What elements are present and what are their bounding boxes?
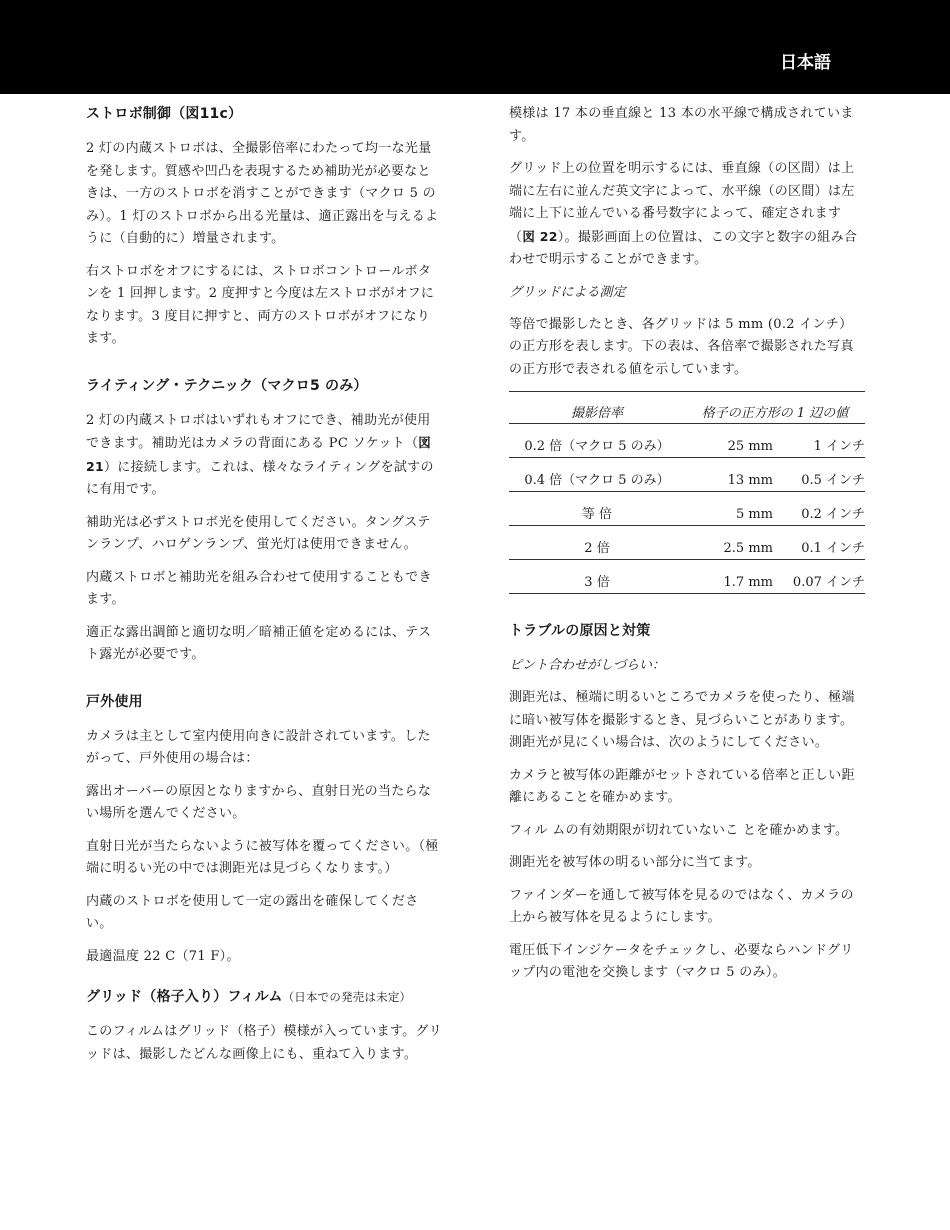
paragraph: 最適温度 22 C（71 F）。 (86, 948, 240, 964)
table-row (509, 526, 865, 560)
table-cell-mm: 5 mm (685, 492, 781, 526)
subheading-grid-measure: グリッドによる測定 (509, 284, 626, 300)
section-title-note: （日本での発売は未定） (282, 990, 412, 1004)
magnification-table (509, 391, 865, 594)
paragraph: カメラと被写体の距離がセットされている倍率と正しい距離にあることを確かめます。 (509, 767, 855, 805)
table-cell-inch: 0.07 インチ (781, 560, 865, 594)
paragraph: 補助光は必ずストロボ光を使用してください。タングステンランプ、ハロゲンランプ、蛍光灯は使用できません。 (86, 514, 431, 552)
language-label: 日本語 (780, 53, 831, 73)
table-header-square-value: 格子の正方形の 1 辺の値 (685, 392, 865, 424)
right-column (509, 103, 865, 995)
header-bar (0, 0, 950, 94)
table-row (509, 424, 865, 458)
paragraph: 2 灯の内蔵ストロボは、全撮影倍率にわたって均一な光量を発します。質感や凹凸を表現するため補助光が必要なときは、一方のストロボを消すことができます（マクロ 5 のみ）。1 灯のストロボから出る光量は、適正露出を与えるように（自動的に）増量されます。 (86, 141, 439, 246)
figure-reference: 図 21 (86, 435, 432, 474)
section-title-grid-film (86, 986, 442, 1008)
section-title-lighting-technique: ライティング・テクニック（マクロ5 のみ） (86, 377, 368, 394)
paragraph: 適正な露出調節と適切な明／暗補正値を定めるには、テスト露光が必要です。 (86, 624, 432, 662)
paragraph: 等倍で撮影したとき、各グリッドは 5 mm (0.2 インチ）の正方形を表します。下の表は、各倍率で撮影された写真の正方形で表される値を示しています。 (509, 316, 854, 377)
table-header-row (509, 392, 865, 424)
table-cell-inch: 0.2 インチ (781, 492, 865, 526)
paragraph: 内蔵のストロボを使用して一定の露出を確保してください。 (86, 893, 419, 931)
table-cell-magnification: 0.2 倍（マクロ 5 のみ） (509, 424, 685, 458)
table-row (509, 458, 865, 492)
table-cell-mm: 2.5 mm (685, 526, 781, 560)
table-cell-mm: 1.7 mm (685, 560, 781, 594)
paragraph: 露出オーバーの原因となりますから、直射日光の当たらない場所を選んでください。 (86, 783, 432, 821)
table-cell-mm: 13 mm (685, 458, 781, 492)
paragraph (509, 158, 865, 272)
table-cell-inch: 0.5 インチ (781, 458, 865, 492)
paragraph: 測距光は、極端に明るいところでカメラを使ったり、極端に暗い被写体を撮影するとき、見づらいことがあります。測距光が見にくい場合は、次のようにしてください。 (509, 690, 855, 750)
section-title-strobe-control: ストロボ制御（図11c） (86, 106, 243, 122)
table-cell-magnification: 等 倍 (509, 492, 685, 526)
paragraph-text: 2 灯の内蔵ストロボはいずれもオフにでき、補助光が使用できます。補助光はカメラの背面にある PC ソケット（ (86, 412, 431, 451)
paragraph: フィル ムの有効期限が切れていないこ とを確かめます。 (509, 822, 849, 838)
table-row (509, 560, 865, 594)
paragraph: このフィルムはグリッド（格子）模様が入っています。グリッドは、撮影したどんな画像上にも、重ねて入ります。 (86, 1024, 442, 1062)
table-cell-magnification: 0.4 倍（マクロ 5 のみ） (509, 458, 685, 492)
paragraph: 電圧低下インジケータをチェックし、必要ならハンドグリップ内の電池を交換します（マクロ 5 のみ）。 (509, 942, 854, 980)
paragraph: カメラは主として室内使用向きに設計されています。したがって、戸外使用の場合は： (86, 728, 431, 766)
table-cell-magnification: 2 倍 (509, 526, 685, 560)
paragraph: 内蔵ストロボと補助光を組み合わせて使用することもできます。 (86, 569, 432, 607)
subheading-focus-difficulty: ピント合わせがしづらい： (509, 658, 666, 673)
left-column (86, 103, 442, 1076)
paragraph: 模様は 17 本の垂直線と 13 本の水平線で構成されています。 (509, 106, 854, 144)
paragraph: 右ストロボをオフにするには、ストロボコントロールボタンを 1 回押します。2 度押すと今度は左ストロボがオフになります。3 度目に押すと、両方のストロボがオフになります。 (86, 263, 435, 346)
table-cell-magnification: 3 倍 (509, 560, 685, 594)
figure-reference: 図 22 (522, 228, 558, 244)
table-cell-mm: 25 mm (685, 424, 781, 458)
paragraph: 測距光を被写体の明るい部分に当てます。 (509, 855, 761, 870)
paragraph-text: ）。撮影画面上の位置は、この文字と数字の組み合わせで明示することができます。 (509, 229, 858, 267)
table-header-magnification: 撮影倍率 (509, 392, 685, 424)
paragraph: 直射日光が当たらないように被写体を覆ってください。（極端に明るい光の中では測距光は見づらくなります。） (86, 838, 439, 876)
paragraph: ファインダーを通して被写体を見るのではなく、カメラの上から被写体を見るようにします。 (509, 887, 854, 925)
table-cell-inch: 0.1 インチ (781, 526, 865, 560)
section-title-outdoor-use: 戸外使用 (86, 693, 143, 710)
table-cell-inch: 1 インチ (781, 424, 865, 458)
section-title-text: グリッド（格子入り）フィルム (86, 989, 283, 1005)
section-title-troubleshooting: トラブルの原因と対策 (509, 623, 651, 639)
paragraph-text: ）に接続します。これは、様々なライティングを試すのに有用です。 (86, 459, 434, 497)
paragraph-text: グリッド上の位置を明示するには、垂直線（の区間）は上端に左右に並んだ英文字によって、水平線（の区間）は左端に上下に並んでいる番号数字によって、確定されます（ (509, 161, 855, 245)
paragraph (86, 410, 442, 502)
table-row (509, 492, 865, 526)
